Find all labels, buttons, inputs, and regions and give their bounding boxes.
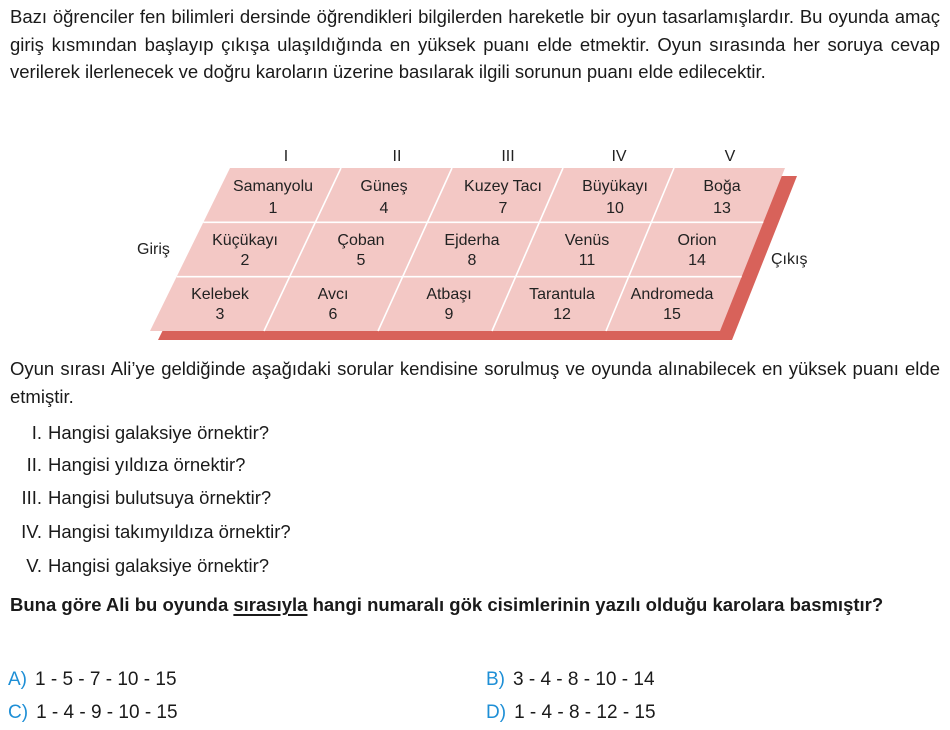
entry-label: Giriş	[137, 241, 170, 258]
option-letter: D)	[486, 702, 507, 723]
question-stem-emphasis: sırasıyla	[233, 594, 308, 615]
answer-option-a[interactable]	[8, 667, 177, 693]
tile-points[interactable]: 1	[268, 200, 278, 217]
column-label: II	[392, 148, 402, 165]
answer-option-d[interactable]	[486, 700, 656, 726]
tile-name[interactable]: Samanyolu	[232, 178, 314, 195]
tile-name[interactable]: Küçükayı	[212, 232, 278, 249]
question-text: Hangisi bulutsuya örnektir?	[48, 487, 272, 508]
column-label: III	[501, 148, 515, 165]
question-stem	[10, 591, 938, 619]
question-text: Hangisi galaksiye örnektir?	[48, 422, 270, 443]
tile-points[interactable]: 14	[688, 252, 706, 269]
question-item	[26, 554, 270, 578]
question-number: III.	[21, 487, 42, 508]
tile-points[interactable]: 5	[356, 252, 366, 269]
question-text: Hangisi galaksiye örnektir?	[48, 555, 270, 576]
option-letter: A)	[8, 669, 27, 690]
tile-points[interactable]: 13	[713, 200, 731, 217]
tile-points[interactable]: 6	[328, 306, 338, 323]
option-letter: C)	[8, 702, 29, 723]
tile-points[interactable]: 7	[498, 200, 508, 217]
column-label: I	[283, 148, 289, 165]
tile-name[interactable]: Büyükayı	[582, 178, 648, 195]
option-text: 1 - 4 - 9 - 10 - 15	[36, 702, 178, 723]
tile-points[interactable]: 10	[606, 200, 624, 217]
question-item	[21, 486, 272, 510]
tile-name[interactable]: Tarantula	[529, 286, 595, 303]
question-text: Hangisi takımyıldıza örnektir?	[48, 521, 291, 542]
tile-points[interactable]: 11	[578, 252, 596, 269]
tile-points[interactable]: 4	[379, 200, 389, 217]
prompt-paragraph: Oyun sırası Ali’ye geldiğinde aşağıdaki sorular kendisine sorulmuş ve oyunda alınabilecek en yüksek puanı elde etmiştir.	[10, 358, 940, 407]
tile-name[interactable]: Venüs	[564, 232, 610, 249]
answer-option-b[interactable]	[486, 667, 655, 693]
option-letter: B)	[486, 669, 505, 690]
option-text: 3 - 4 - 8 - 10 - 14	[513, 669, 655, 690]
answer-option-c[interactable]	[8, 700, 178, 726]
tile-name[interactable]: Boğa	[703, 178, 741, 195]
tile-name[interactable]: Ejderha	[444, 232, 500, 249]
tile-name[interactable]: Atbaşı	[426, 286, 472, 303]
column-label: IV	[611, 148, 627, 165]
tile-name[interactable]: Çoban	[337, 232, 385, 249]
question-text: Hangisi yıldıza örnektir?	[48, 454, 246, 475]
tile-name[interactable]: Andromeda	[630, 286, 714, 303]
tile-name[interactable]: Orion	[677, 232, 717, 249]
question-stem-end: hangi numaralı gök cisimlerinin yazılı olduğu karolara basmıştır?	[307, 594, 884, 615]
tile-points[interactable]: 8	[467, 252, 477, 269]
tile-points[interactable]: 12	[553, 306, 571, 323]
intro-paragraph: Bazı öğrenciler fen bilimleri dersinde öğrendikleri bilgilerden hareketle bir oyun tasarlamışlardır. Bu oyunda amaç giriş kısmından başlayıp çıkışa ulaşıldığında en yüksek puanı elde etmektir. Oyun sırasında her soruya cevap verilerek ilerlenecek ve doğru karoların üzerine basılarak ilgili sorunun puanı elde edilecektir.	[10, 6, 940, 82]
tile-name[interactable]: Avcı	[317, 286, 349, 303]
question-stem-start: Buna göre Ali bu oyunda	[10, 594, 234, 615]
question-item	[21, 520, 291, 544]
tile-points[interactable]: 15	[663, 306, 681, 323]
question-item	[31, 421, 270, 445]
option-text: 1 - 5 - 7 - 10 - 15	[35, 669, 177, 690]
tile-points[interactable]: 2	[240, 252, 250, 269]
question-number: IV.	[21, 521, 42, 542]
question-item	[26, 453, 246, 477]
tile-points[interactable]: 3	[215, 306, 225, 323]
tile-name[interactable]: Kelebek	[191, 286, 249, 303]
question-number: I.	[31, 422, 42, 443]
tile-name[interactable]: Kuzey Tacı	[464, 178, 542, 195]
exit-label: Çıkış	[771, 251, 808, 268]
question-number: II.	[26, 454, 42, 475]
column-label: V	[724, 148, 736, 165]
option-text: 1 - 4 - 8 - 12 - 15	[514, 702, 656, 723]
tile-name[interactable]: Güneş	[360, 178, 408, 195]
tile-points[interactable]: 9	[444, 306, 454, 323]
question-number: V.	[26, 555, 42, 576]
game-board	[0, 0, 950, 340]
